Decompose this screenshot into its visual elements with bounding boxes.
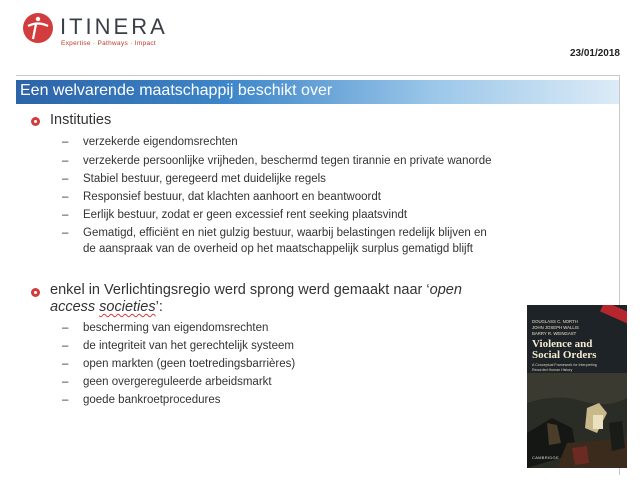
- itinera-logo-icon: [22, 12, 54, 44]
- itinera-logo: [22, 10, 222, 50]
- heading-end: ’:: [155, 299, 163, 315]
- slide-date: 23/01/2018: [569, 48, 620, 59]
- book-cover-image: [527, 305, 627, 468]
- dash-marker: –: [62, 340, 69, 352]
- book-author: DOUGLASS C. NORTH: [532, 319, 578, 324]
- logo-tagline: Expertise · Pathways · Impact: [61, 40, 157, 47]
- heading-italic-spellcheck: societies: [99, 299, 156, 315]
- dash-marker: –: [62, 209, 69, 221]
- list-item: geen overgereguleerde arbeidsmarkt: [83, 376, 272, 388]
- section-heading-instituties: Instituties: [50, 112, 112, 128]
- list-item: Gematigd, efficiënt en niet gulzig bestuur, waarbij belastingen redelijk blijven en: [83, 227, 487, 239]
- list-item: goede bankroetprocedures: [83, 394, 221, 406]
- list-item: verzekerde persoonlijke vrijheden, beschermd tegen tirannie en private wanorde: [83, 155, 492, 167]
- list-item-continuation: de aanspraak van de overheid op het maatschappelijk surplus gematigd blijft: [83, 243, 473, 255]
- section-heading-open-access-line2: [50, 299, 163, 315]
- book-painting: [527, 373, 627, 468]
- dash-marker: –: [62, 191, 69, 203]
- heading-italic: access: [50, 299, 100, 315]
- book-authors: [532, 319, 579, 337]
- list-item: Responsief bestuur, dat klachten aanhoort en beantwoordt: [83, 191, 381, 203]
- dash-marker: –: [62, 394, 69, 406]
- list-item: open markten (geen toetredingsbarrières): [83, 358, 296, 370]
- book-title: [532, 339, 612, 361]
- list-item: bescherming van eigendomsrechten: [83, 322, 269, 334]
- section-heading-open-access: [50, 282, 462, 298]
- slide-title: Een welvarende maatschappij beschikt over: [20, 82, 333, 99]
- bullet-icon: [31, 117, 40, 126]
- dash-marker: –: [62, 155, 69, 167]
- dash-marker: –: [62, 173, 69, 185]
- book-author: JOHN JOSEPH WALLIS: [532, 325, 579, 330]
- book-publisher: CAMBRIDGE: [532, 455, 559, 460]
- list-item: Stabiel bestuur, geregeerd met duidelijke regels: [83, 173, 326, 185]
- list-item: verzekerde eigendomsrechten: [83, 136, 238, 148]
- dash-marker: –: [62, 322, 69, 334]
- heading-text: enkel in Verlichtingsregio werd sprong werd gemaakt naar ‘: [50, 282, 430, 298]
- list-item: de integriteit van het gerechtelijk systeem: [83, 340, 294, 352]
- slide-title-bar: [16, 80, 619, 104]
- bullet-icon: [31, 288, 40, 297]
- dash-marker: –: [62, 136, 69, 148]
- list-item: Eerlijk bestuur, zodat er geen excessief rent seeking plaatsvindt: [83, 209, 408, 221]
- dash-marker: –: [62, 376, 69, 388]
- dash-marker: –: [62, 358, 69, 370]
- book-author: BARRY R. WEINGAST: [532, 331, 577, 336]
- logo-name: ITINERA: [60, 14, 168, 39]
- book-title-line: Social Orders: [532, 349, 597, 361]
- book-badge: [600, 305, 627, 324]
- frame-line-top: [16, 75, 619, 76]
- heading-italic: open: [429, 282, 462, 298]
- book-subtitle: A Conceptual Framework for Interpreting Recorded Human History: [532, 363, 597, 372]
- book-title-line: Violence and: [532, 338, 593, 350]
- dash-marker: –: [62, 227, 69, 239]
